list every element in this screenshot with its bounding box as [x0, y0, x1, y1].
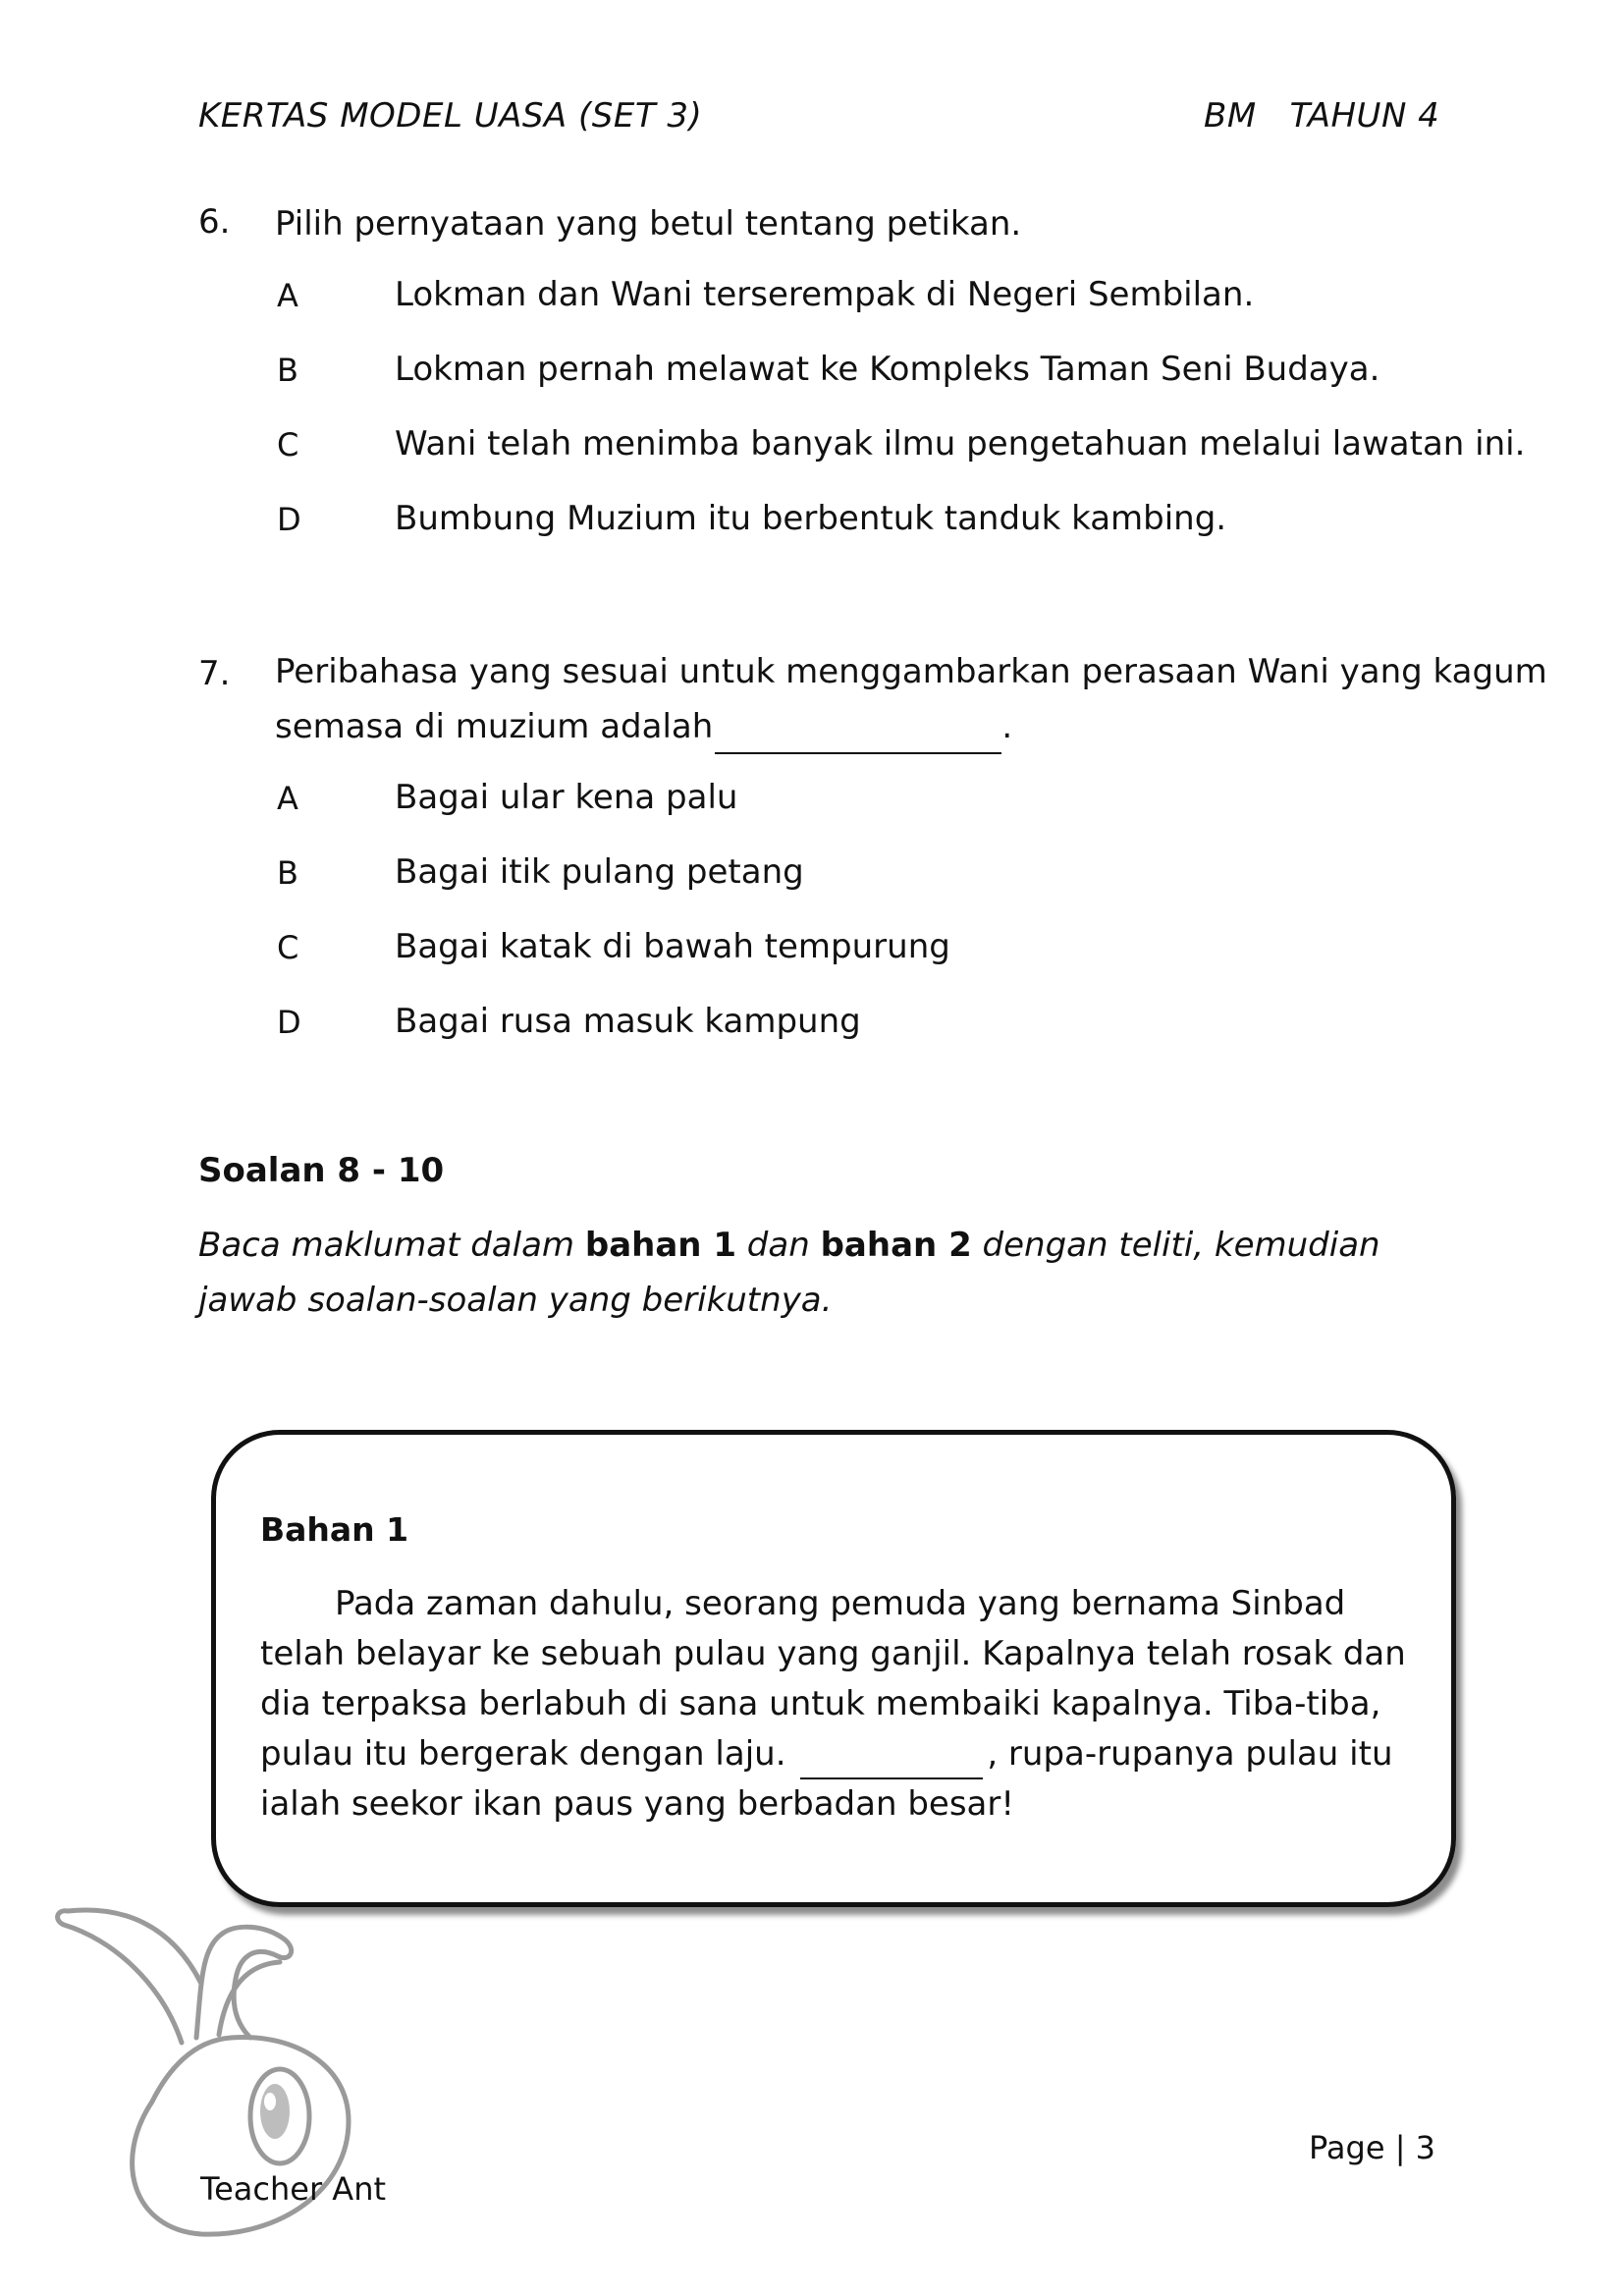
page-number: Page | 3 [1309, 2129, 1435, 2166]
bahan-1-title: Bahan 1 [260, 1510, 409, 1549]
q6-option-c-text: Wani telah menimba banyak ilmu pengetahuan melalui lawatan ini. [395, 424, 1526, 464]
question-7-line2-text: semasa di muzium adalah [275, 707, 714, 746]
instr-bahan1: bahan 1 [584, 1226, 736, 1265]
watermark-text: Teacher Ant [200, 2170, 387, 2208]
section-instructions [198, 1218, 1435, 1328]
instr-part3: dengan teliti, kemudian jawab soalan-soalan yang berikutnya. [198, 1226, 1380, 1320]
q6-option-d-text: Bumbung Muzium itu berbentuk tanduk kambing. [395, 499, 1227, 538]
q6-option-b-text: Lokman pernah melawat ke Kompleks Taman Seni Budaya. [395, 350, 1380, 389]
question-7-line1: Peribahasa yang sesuai untuk menggambarkan perasaan Wani yang kagum [275, 652, 1547, 691]
question-6-number: 6. [198, 202, 231, 242]
section-title: Soalan 8 - 10 [198, 1151, 445, 1190]
bahan-1-text [260, 1579, 1409, 1830]
question-6-text: Pilih pernyataan yang betul tentang petikan. [275, 204, 1022, 244]
instr-bahan2: bahan 2 [820, 1226, 972, 1265]
q6-option-b-letter: B [277, 352, 298, 389]
q7-option-c-letter: C [277, 929, 299, 966]
q7-option-a-letter: A [277, 780, 298, 817]
q7-option-d-text: Bagai rusa masuk kampung [395, 1002, 861, 1041]
question-7-number: 7. [198, 654, 231, 693]
q6-option-a-text: Lokman dan Wani terserempak di Negeri Sembilan. [395, 275, 1255, 314]
q7-option-b-text: Bagai itik pulang petang [395, 852, 804, 892]
question-7-line2 [275, 699, 1547, 754]
instr-part2: dan [736, 1226, 821, 1265]
instr-part1: Baca maklumat dalam [198, 1226, 585, 1265]
q6-option-d-letter: D [277, 501, 301, 538]
question-7-text [275, 644, 1547, 754]
bahan-1-blank [800, 1740, 983, 1779]
bahan-1-text-before: Pada zaman dahulu, seorang pemuda yang bernama Sinbad telah belayar ke sebuah pulau yang ganjil. Kapalnya telah rosak dan dia terpaksa berlabuh di sana untuk membaiki kapalnya. Tiba-tiba, pulau itu bergerak dengan laju. [260, 1584, 1406, 1774]
q7-option-a-text: Bagai ular kena palu [395, 778, 738, 817]
header-title: KERTAS MODEL UASA (SET 3) [198, 96, 703, 136]
header-subject: BM TAHUN 4 [1204, 96, 1440, 136]
bahan-1-text-after: , rupa-rupanya pulau itu ialah seekor ikan paus yang berbadan besar! [260, 1734, 1393, 1824]
q7-option-d-letter: D [277, 1004, 301, 1041]
q6-option-a-letter: A [277, 277, 298, 314]
q7-option-b-letter: B [277, 854, 298, 892]
question-7-end: . [1001, 707, 1013, 746]
q6-option-c-letter: C [277, 426, 299, 464]
q7-option-c-text: Bagai katak di bawah tempurung [395, 927, 950, 966]
answer-blank [715, 713, 1001, 754]
